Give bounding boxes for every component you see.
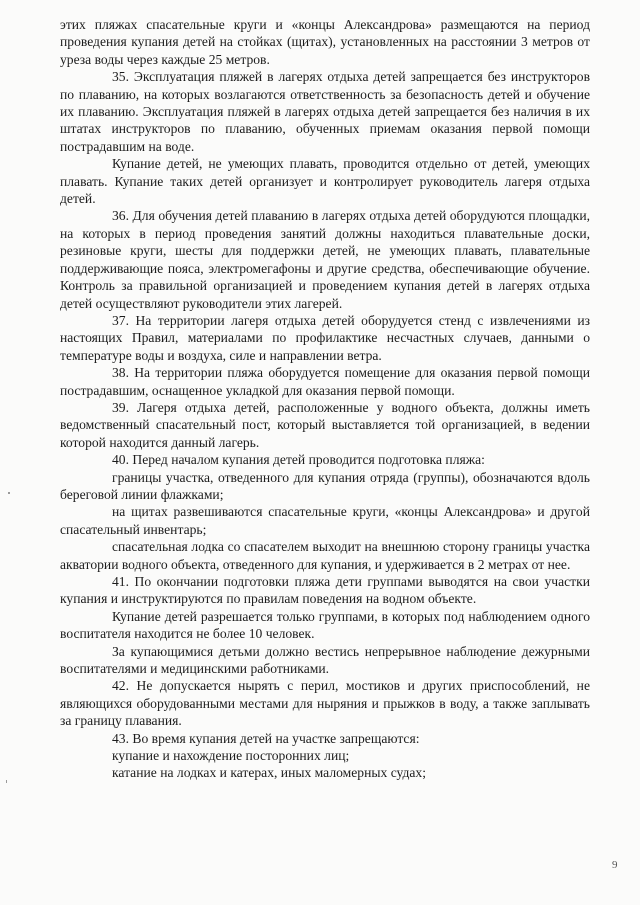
document-body (60, 16, 590, 782)
paragraph: 37. На территории лагеря отдыха детей оборудуется стенд с извлечениями из настоящих Правил, материалами по профилактике несчастных случаев, данными о температуре воды и воздуха, силе и направлении ветра. (60, 312, 590, 363)
page-number: 9 (612, 859, 618, 871)
paragraph: 42. Не допускается нырять с перил, мостиков и других приспособлений, не являющихся оборудованными местами для ныряния и прыжков в воду, а также заплывать за границу плавания. (60, 678, 590, 729)
paragraph: катание на лодках и катерах, иных маломерных судах; (112, 765, 427, 781)
scan-speck (6, 780, 7, 783)
paragraph: 36. Для обучения детей плаванию в лагерях отдыха детей оборудуются площадки, на которых в период проведения занятий должны находиться плавательные доски, резиновые круги, шесты для поддержки детей, не умеющих плавать, плавательные поддерживающие пояса, электромегафоны и другие средства, обеспечивающие обучение. Контроль за правильной организацией и проведением купания детей в лагерях отдыха детей осуществляют руководители этих лагерей. (60, 208, 590, 311)
paragraph: 41. По окончании подготовки пляжа дети группами выводятся на свои участки купания и инструктируются по правилам поведения на водном объекте. (60, 574, 590, 607)
paragraph: 39. Лагеря отдыха детей, расположенные у водного объекта, должны иметь ведомственный спасательный пост, который выставляется той организацией, в ведении которой находится данный лагерь. (60, 399, 590, 450)
paragraph: 35. Эксплуатация пляжей в лагерях отдыха детей запрещается без инструкторов по плаванию, на которых возлагаются ответственность за безопасность детей и обучение их плаванию. Эксплуатация пляжей в лагерях отдыха детей запрещается без наличия в их штатах инструкторов по плаванию, обученных приемам оказания первой помощи пострадавшим на воде. (60, 69, 590, 154)
paragraph: 43. Во время купания детей на участке запрещаются: (112, 730, 420, 746)
paragraph: За купающимися детьми должно вестись непрерывное наблюдение дежурными воспитателями и медицинскими работниками. (60, 643, 590, 677)
paragraph: спасательная лодка со спасателем выходит на внешнюю сторону границы участка акватории водного объекта, отведенного для купания, и удерживается в 2 метрах от нее. (60, 539, 590, 572)
paragraph: Купание детей разрешается только группами, в которых под наблюдением одного воспитателя находится не более 10 человек. (60, 608, 590, 642)
paragraph: 38. На территории пляжа оборудуется помещение для оказания первой помощи пострадавшим, оснащенное укладкой для оказания первой помощи. (60, 365, 590, 398)
paragraph: границы участка, отведенного для купания отряда (группы), обозначаются вдоль береговой линии флажками; (60, 469, 590, 502)
paragraph: 40. Перед началом купания детей проводится подготовка пляжа: (112, 452, 485, 468)
paragraph: этих пляжах спасательные круги и «концы Александрова» размещаются на период проведения купания детей на стойках (щитах), установленных на расстоянии 3 метров от уреза воды через каждые 25 метров. (60, 17, 590, 67)
paragraph: купание и нахождение посторонних лиц; (112, 748, 350, 764)
paragraph: на щитах развешиваются спасательные круги, «концы Александрова» и другой спасательный инвентарь; (60, 504, 590, 537)
scan-speck (8, 492, 10, 494)
paragraph: Купание детей, не умеющих плавать, проводится отдельно от детей, умеющих плавать. Купание таких детей организует и контролирует руководитель лагеря отдыха детей. (60, 156, 590, 207)
